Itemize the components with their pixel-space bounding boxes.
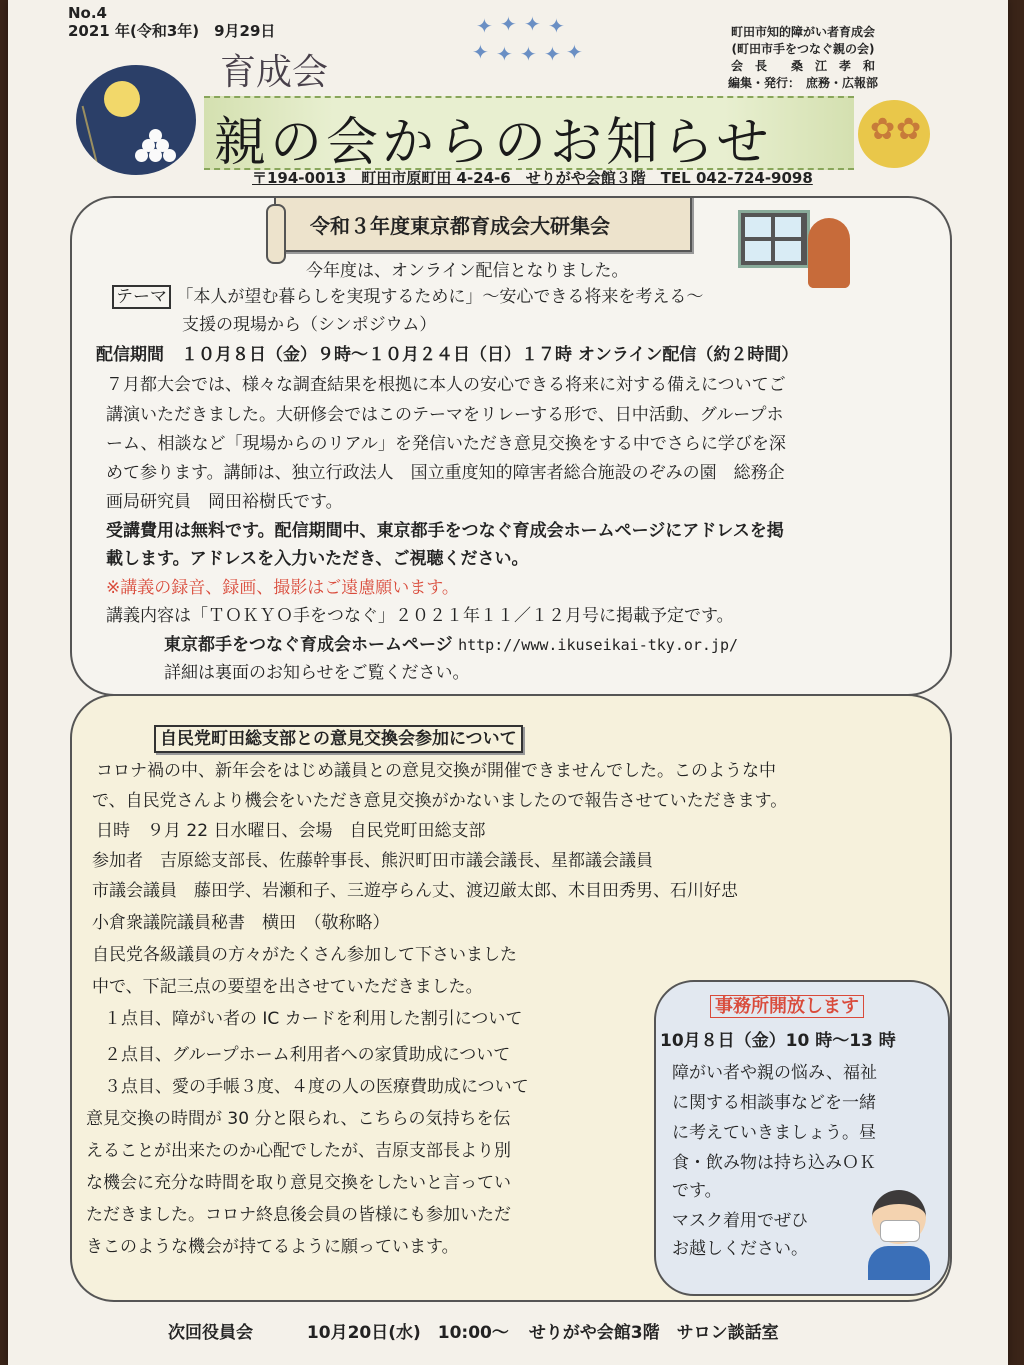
publish-note: 講義内容は「ＴＯＫＹＯ手をつなぐ」２０２１年１１／１２月号に掲載予定です。 [106,606,734,626]
report-line: で、自民党さんより機会をいただき意見交換がかないましたので報告させていただきます。 [92,791,788,811]
office-line: 食・飲み物は持ち込みＯＫ [672,1153,876,1173]
office-line: お越しください。 [672,1239,808,1259]
recording-warning: ※講義の録音、録画、撮影はご遠慮願います。 [106,578,459,598]
broadcast-period: 配信期間 １０月８日（金）９時～１０月２４日（日）１７時 オンライン配信（約２時間） [96,345,799,365]
office-heading-wrap [710,996,864,1018]
body-line: 講演いただきました。大研修会ではこのテーマをリレーする形で、日中活動、グループホ [106,405,784,425]
request-item: １点目、障がい者の IC カードを利用した割引について [104,1009,523,1029]
masthead-title: 親の会からのお知らせ [214,113,773,173]
body-line: ７月都大会では、様々な調査結果を根拠に本人の安心できる将来に対する備えについてご [106,375,786,395]
office-line: に関する相談事などを一緒 [672,1093,876,1113]
organization-info [668,24,938,92]
report-line: 市議会議員 藤田学、岩瀬和子、三遊亭らん丈、渡辺厳太郎、木目田秀男、石川好忠 [92,881,738,901]
intro-text: 今年度は、オンライン配信となりました。 [306,261,629,281]
details-note: 詳細は裏面のお知らせをご覧ください。 [164,663,470,683]
report-line: 日時 ９月 22 日水曜日、会場 自民党町田総支部 [96,821,486,841]
office-line: 障がい者や親の悩み、福祉 [672,1063,878,1083]
office-heading: 事務所開放します [710,995,864,1018]
masthead-subtitle: 育成会 [220,52,329,93]
theme-label: テーマ [112,285,171,309]
homepage-row [164,634,738,656]
theme-row [112,286,703,308]
footer-datetime: 10月20日(水) 10:00～ [306,1323,509,1343]
report-line: 意見交換の時間が 30 分と限られ、こちらの気持ちを伝 [86,1109,511,1129]
report-line: な機会に充分な時間を取り意見交換をしたいと言ってい [86,1173,511,1193]
body-line: 画局研究員 岡田裕樹氏です。 [106,492,343,512]
address-line: 〒194-0013 町田市原町田 4-24-6 せりがや会館３階 TEL 042-724-9098 [252,169,813,187]
org-line: (町田市手をつなぐ親の会) [731,42,875,56]
org-line: 会 長 桑 江 孝 和 [730,59,875,73]
meeting-heading: 自民党町田総支部との意見交換会参加について [154,725,523,753]
footer-place: せりがや会館3階 サロン談話室 [528,1323,779,1343]
body-line: めて参ります。講師は、独立行政法人 国立重度知的障害者総合施設のぞみの園 総務企 [106,463,785,483]
request-item: ２点目、グループホーム利用者への家賃助成について [104,1045,511,1065]
request-item: ３点目、愛の手帳３度、４度の人の医療費助成について [104,1077,529,1097]
report-line: きこのような機会が持てるように願っています。 [86,1237,459,1257]
issue-number: No.4 [68,4,107,22]
next-meeting-footer [168,1318,779,1343]
homepage-link[interactable]: http://www.ikuseikai-tky.or.jp/ [458,636,739,654]
people-circle-icon: ✦ ✦ ✦ ✦ ✦ ✦ ✦ ✦ ✦ [472,12,583,66]
org-line: 町田市知的障がい者育成会 [730,25,875,39]
report-line: えることが出来たのか心配でしたが、吉原支部長より別 [86,1141,511,1161]
conference-banner [274,196,692,252]
theme-text: 「本人が望む暮らしを実現するために」～安心できる将来を考える～ [176,287,704,307]
homepage-label: 東京都手をつなぐ育成会ホームページ [164,635,453,655]
report-line: ただきました。コロナ終息後会員の皆様にも参加いただ [86,1205,511,1225]
report-line: 参加者 吉原総支部長、佐藤幹事長、熊沢町田市議会議長、星都議会議員 [92,851,653,871]
issue-date: 2021 年(令和3年) 9月29日 [68,22,276,40]
report-line: 自民党各級議員の方々がたくさん参加して下さいました [92,945,517,965]
report-line: コロナ禍の中、新年会をはじめ議員との意見交換が開催できませんでした。このような中 [96,761,776,781]
fee-line: 載します。アドレスを入力いただき、ご視聴ください。 [106,549,529,569]
org-line: 編集・発行： 庶務・広報部 [727,76,878,90]
office-time: 10月８日（金）10 時～13 時 [660,1031,896,1051]
video-call-illustration [738,210,810,268]
office-line: です。 [672,1181,722,1201]
theme-sub: 支援の現場から（シンポジウム） [182,315,437,335]
moon-viewing-illustration [76,65,196,175]
masthead-title-band [204,96,854,173]
meeting-heading-wrap [154,728,523,750]
footer-label: 次回役員会 [168,1323,253,1343]
masked-man-illustration [866,1190,932,1280]
report-line: 小倉衆議院議員秘書 横田 （敬称略） [92,913,390,933]
office-line: マスク着用でぜひ [672,1211,808,1231]
body-line: ーム、相談など「現場からのリアル」を発信いただき意見交換をする中でさらに学びを深 [106,434,786,454]
conference-title: 令和３年度東京都育成会大研集会 [310,214,610,238]
rabbit-illustration: ✿ ✿ [858,100,930,168]
fee-line: 受講費用は無料です。配信期間中、東京都手をつなぐ育成会ホームページにアドレスを掲 [106,521,784,541]
woman-illustration [808,218,850,288]
newsletter-page [8,0,1008,1365]
office-line: に考えていきましょう。昼 [672,1123,876,1143]
report-line: 中で、下記三点の要望を出させていただきました。 [92,977,483,997]
